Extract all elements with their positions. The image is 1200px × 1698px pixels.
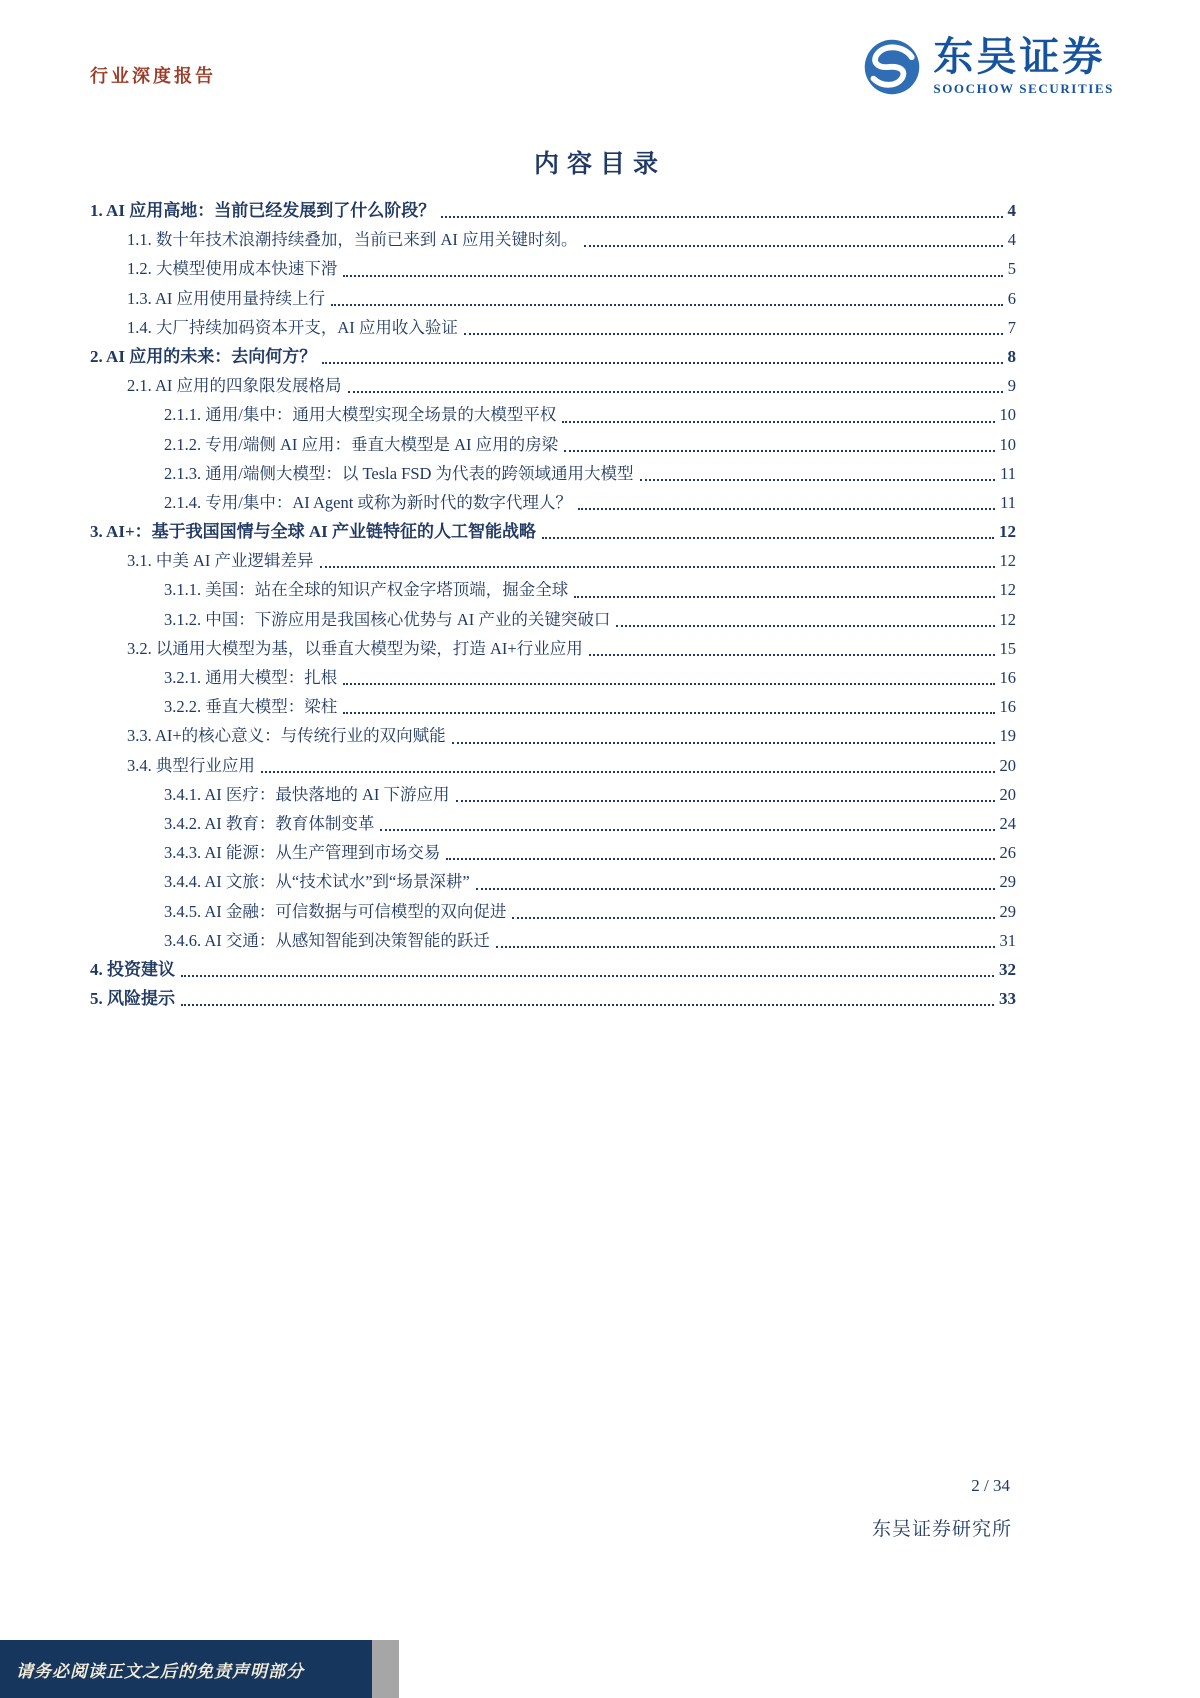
- toc-entry[interactable]: [90, 867, 1016, 896]
- brand-text: [933, 36, 1114, 97]
- toc-entry-page: 12: [999, 580, 1016, 600]
- toc-leader-dots: [464, 333, 1003, 335]
- brand-header: [863, 36, 1114, 97]
- toc-entry-page: 29: [999, 872, 1016, 892]
- toc-leader-dots: [564, 450, 994, 452]
- toc-leader-dots: [322, 362, 1002, 364]
- toc-entry-label: 4. 投资建议: [90, 959, 175, 979]
- toc-leader-dots: [343, 275, 1002, 277]
- toc-entry-page: 11: [1000, 463, 1016, 483]
- toc-entry-page: 24: [999, 813, 1016, 833]
- toc-leader-dots: [616, 625, 994, 627]
- toc-entry-page: 33: [999, 989, 1016, 1009]
- toc-entry-page: 12: [999, 522, 1016, 542]
- toc-leader-dots: [446, 858, 994, 860]
- toc-entry[interactable]: [90, 984, 1016, 1013]
- toc-entry-label: 3.4.5. AI 金融：可信数据与可信模型的双向促进: [164, 901, 507, 921]
- toc-entry-page: 9: [1007, 376, 1016, 396]
- toc-entry-page: 10: [999, 405, 1016, 425]
- toc-entry-page: 8: [1007, 346, 1016, 366]
- toc-leader-dots: [331, 304, 1003, 306]
- toc-entry-label: 3.4. 典型行业应用: [127, 755, 255, 775]
- toc-entry-label: 3.2.1. 通用大模型：扎根: [164, 668, 338, 687]
- disclaimer-bar: [0, 1640, 372, 1698]
- toc-entry-label: 3.2.2. 垂直大模型：梁柱: [164, 697, 338, 717]
- toc-entry[interactable]: [90, 897, 1016, 926]
- toc-entry[interactable]: [90, 371, 1016, 400]
- toc-entry[interactable]: [90, 809, 1016, 838]
- toc-leader-dots: [456, 800, 995, 802]
- toc-leader-dots: [578, 508, 995, 510]
- toc-entry-label: 3.1.1. 美国：站在全球的知识产权金字塔顶端，掘金全球: [164, 580, 569, 600]
- toc-entry-page: 29: [999, 901, 1016, 921]
- toc-leader-dots: [584, 245, 1003, 247]
- toc-entry[interactable]: [90, 751, 1016, 780]
- toc-entry-page: 19: [999, 726, 1016, 746]
- toc-title: 内容目录: [533, 151, 666, 178]
- toc-leader-dots: [181, 975, 994, 977]
- report-type-label: 行业深度报告: [90, 66, 216, 86]
- toc-entry-page: 4: [1007, 230, 1016, 250]
- toc-entry[interactable]: [90, 546, 1016, 575]
- toc-entry[interactable]: [90, 926, 1016, 955]
- toc-entry[interactable]: [90, 605, 1016, 634]
- toc-entry[interactable]: [90, 488, 1016, 517]
- toc-entry[interactable]: [90, 663, 1016, 692]
- toc-entry-label: 2.1. AI 应用的四象限发展格局: [127, 376, 342, 396]
- toc-entry-label: 3.4.2. AI 教育：教育体制变革: [164, 813, 375, 833]
- brand-name-cn: 东吴证券: [933, 34, 1106, 79]
- toc-entry[interactable]: [90, 284, 1016, 313]
- toc-entry[interactable]: [90, 313, 1016, 342]
- toc-entry-label: 3. AI+：基于我国国情与全球 AI 产业链特征的人工智能战略: [90, 522, 537, 542]
- toc-entry-page: 10: [999, 434, 1016, 454]
- toc-leader-dots: [496, 946, 995, 948]
- toc-list: [90, 196, 1016, 1013]
- toc-leader-dots: [380, 829, 994, 831]
- toc-entry[interactable]: [90, 342, 1016, 371]
- toc-leader-dots: [261, 771, 995, 773]
- toc-entry[interactable]: [90, 721, 1016, 750]
- toc-leader-dots: [343, 712, 994, 714]
- toc-entry-label: 2.1.4. 专用/集中：AI Agent 或称为新时代的数字代理人？: [164, 492, 572, 512]
- toc-entry-page: 26: [999, 843, 1016, 863]
- toc-entry[interactable]: [90, 955, 1016, 984]
- toc-entry[interactable]: [90, 430, 1016, 459]
- toc-entry-label: 2.1.1. 通用/集中：通用大模型实现全场景的大模型平权: [164, 405, 557, 425]
- toc-entry-page: 7: [1007, 317, 1016, 337]
- toc-entry-page: 5: [1007, 259, 1016, 279]
- toc-entry[interactable]: [90, 634, 1016, 663]
- toc-entry[interactable]: [90, 459, 1016, 488]
- toc-leader-dots: [181, 1004, 994, 1006]
- toc-entry-label: 3.4.4. AI 文旅：从“技术试水”到“场景深耕”: [164, 872, 470, 892]
- toc-entry-page: 4: [1007, 201, 1016, 220]
- toc-leader-dots: [343, 683, 994, 685]
- toc-entry[interactable]: [90, 400, 1016, 429]
- toc-entry-page: 32: [999, 959, 1016, 979]
- toc-entry[interactable]: [90, 225, 1016, 254]
- toc-entry-label: 3.3. AI+的核心意义：与传统行业的双向赋能: [127, 726, 446, 746]
- toc-leader-dots: [574, 596, 994, 598]
- brand-name-en: SOOCHOW SECURITIES: [933, 81, 1114, 96]
- toc-entry-label: 5. 风险提示: [90, 989, 175, 1009]
- footer-gray-block: [372, 1640, 399, 1698]
- toc-leader-dots: [441, 216, 1002, 218]
- page-indicator: 2 / 34: [971, 1476, 1010, 1495]
- institute-name: 东吴证券研究所: [871, 1519, 1012, 1540]
- toc-entry-page: 20: [999, 784, 1016, 804]
- toc-entry-label: 2. AI 应用的未来：去向何方？: [90, 346, 317, 366]
- toc-entry[interactable]: [90, 780, 1016, 809]
- disclaimer-text: 请务必阅读正文之后的免责声明部分: [16, 1661, 304, 1681]
- toc-leader-dots: [512, 917, 994, 919]
- toc-entry[interactable]: [90, 196, 1016, 225]
- toc-entry-label: 2.1.3. 通用/端侧大模型：以 Tesla FSD 为代表的跨领域通用大模型: [164, 463, 634, 483]
- toc-entry[interactable]: [90, 692, 1016, 721]
- toc-entry-label: 3.4.6. AI 交通：从感知智能到决策智能的跃迁: [164, 930, 490, 950]
- toc-entry-label: 3.1. 中美 AI 产业逻辑差异: [127, 551, 314, 571]
- toc-entry-page: 6: [1007, 288, 1016, 308]
- toc-entry-page: 31: [999, 930, 1016, 950]
- toc-entry-page: 20: [999, 755, 1016, 775]
- toc-leader-dots: [476, 888, 995, 890]
- toc-entry-label: 3.4.3. AI 能源：从生产管理到市场交易: [164, 843, 441, 863]
- toc-entry[interactable]: [90, 575, 1016, 604]
- toc-entry-label: 1.3. AI 应用使用量持续上行: [127, 288, 325, 308]
- toc-entry-page: 11: [1000, 492, 1016, 512]
- toc-entry-label: 2.1.2. 专用/端侧 AI 应用：垂直大模型是 AI 应用的房梁: [164, 434, 559, 454]
- toc-entry-label: 1.4. 大厂持续加码资本开支，AI 应用收入验证: [127, 317, 458, 337]
- toc-entry-page: 12: [999, 551, 1016, 571]
- toc-entry-page: 16: [999, 668, 1016, 687]
- toc-entry-page: 12: [999, 609, 1016, 629]
- toc-entry-label: 3.1.2. 中国：下游应用是我国核心优势与 AI 产业的关键突破口: [164, 609, 611, 629]
- toc-entry-page: 15: [999, 638, 1016, 658]
- toc-leader-dots: [589, 654, 995, 656]
- toc-entry-label: 3.4.1. AI 医疗：最快落地的 AI 下游应用: [164, 784, 450, 804]
- toc-leader-dots: [562, 421, 994, 423]
- toc-leader-dots: [452, 742, 995, 744]
- toc-leader-dots: [542, 537, 994, 539]
- soochow-logo-icon: [863, 38, 921, 96]
- toc-entry-page: 16: [999, 697, 1016, 717]
- toc-leader-dots: [320, 566, 995, 568]
- toc-entry-label: 3.2. 以通用大模型为基，以垂直大模型为梁，打造 AI+行业应用: [127, 638, 583, 658]
- toc-entry-label: 1.1. 数十年技术浪潮持续叠加，当前已来到 AI 应用关键时刻。: [127, 230, 578, 250]
- toc-entry-label: 1.2. 大模型使用成本快速下滑: [127, 259, 338, 279]
- toc-leader-dots: [348, 391, 1003, 393]
- toc-leader-dots: [640, 479, 996, 481]
- toc-entry-label: 1. AI 应用高地：当前已经发展到了什么阶段？: [90, 201, 436, 220]
- toc-entry[interactable]: [90, 517, 1016, 546]
- toc-entry[interactable]: [90, 254, 1016, 283]
- toc-entry[interactable]: [90, 838, 1016, 867]
